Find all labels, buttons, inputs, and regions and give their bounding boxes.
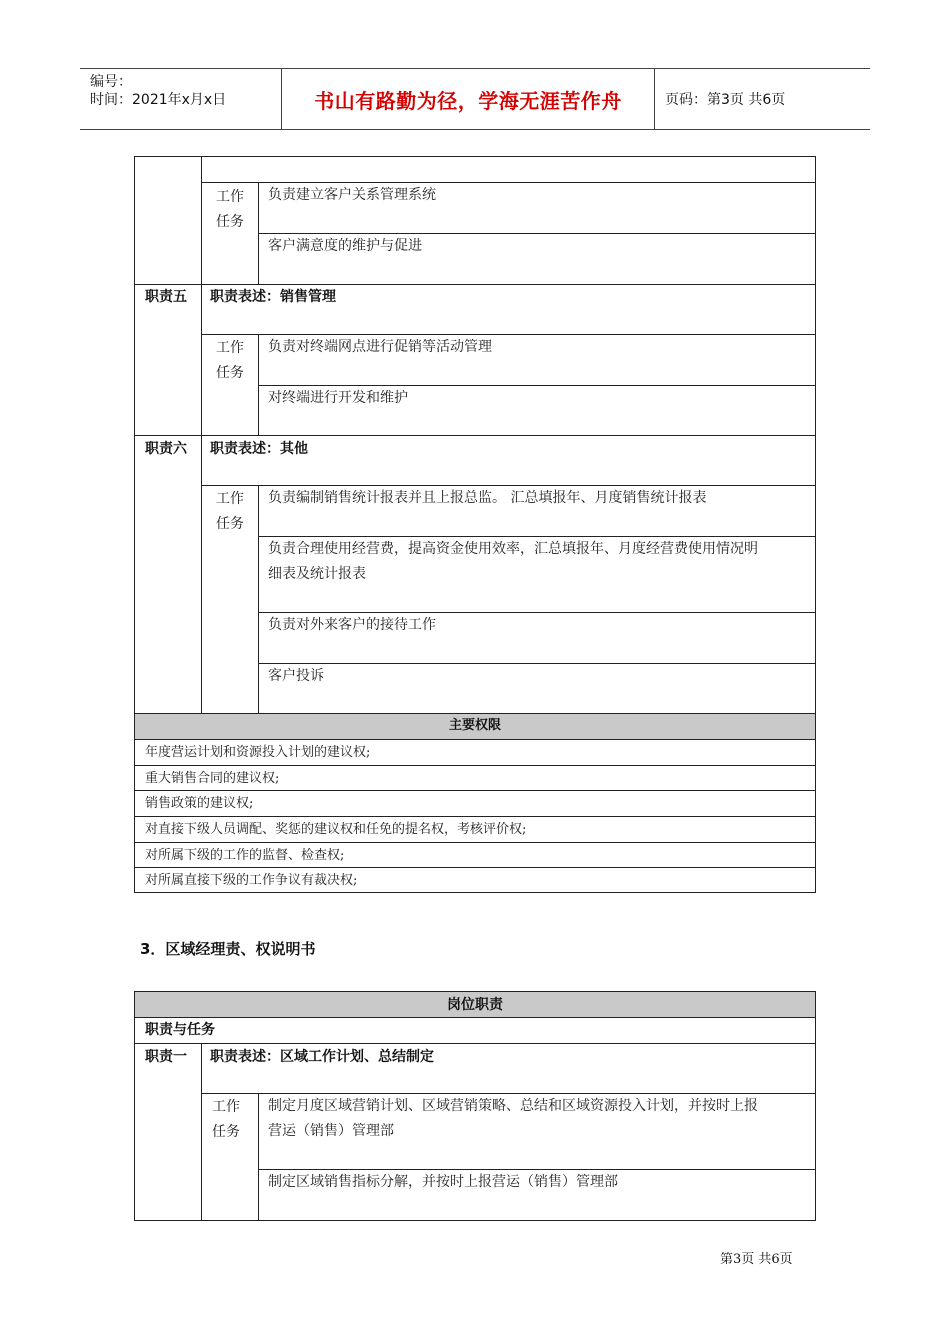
authority-item-5: 对所属下级的工作的监督、检查权; xyxy=(145,848,345,863)
work-task-label: 工作任务 xyxy=(216,189,244,230)
work-task-label: 工作任务 xyxy=(216,340,244,381)
authority-item-2: 重大销售合同的建议权; xyxy=(145,771,280,786)
document-time-label: 时间：2021年x月x日 xyxy=(90,92,227,108)
page-header xyxy=(80,68,870,130)
duty5-statement: 职责表述：销售管理 xyxy=(210,289,336,305)
duty1-statement: 职责表述：区域工作计划、总结制定 xyxy=(210,1049,434,1065)
page-info: 页码：第3页 共6页 xyxy=(665,92,786,108)
motto-text: 书山有路勤为径，学海无涯苦作舟 xyxy=(314,88,622,113)
duty1-task-2: 制定区域销售指标分解，并按时上报营运（销售）管理部 xyxy=(268,1174,618,1190)
duty1-task-1: 制定月度区域营销计划、区域营销策略、总结和区域资源投入计划，并按时上报 xyxy=(268,1098,758,1114)
authority-item-6: 对所属直接下级的工作争议有裁决权; xyxy=(145,873,358,888)
work-task-label: 工作任务 xyxy=(216,491,244,532)
duty4-task-1: 负责建立客户关系管理系统 xyxy=(268,187,436,203)
authority-item-3: 销售政策的建议权; xyxy=(145,796,254,811)
duty5-task-1: 负责对终端网点进行促销等活动管理 xyxy=(268,339,492,355)
duty6-label: 职责六 xyxy=(145,441,187,457)
work-task-label: 工作任务 xyxy=(212,1099,240,1140)
duty6-task-3: 负责对外来客户的接待工作 xyxy=(268,617,436,633)
duty5-label: 职责五 xyxy=(145,289,187,305)
authority-header: 主要权限 xyxy=(448,718,501,733)
duty6-task-2-cont: 细表及统计报表 xyxy=(268,566,366,582)
authority-item-4: 对直接下级人员调配、奖惩的建议权和任免的提名权，考核评价权; xyxy=(145,822,527,837)
duty1-task-1-cont: 营运（销售）管理部 xyxy=(268,1123,394,1139)
header-meta-cell xyxy=(80,69,282,129)
duty6-task-2: 负责合理使用经营费，提高资金使用效率，汇总填报年、月度经营费使用情况明 xyxy=(268,541,758,557)
header-motto-cell xyxy=(282,69,655,129)
header-page-cell xyxy=(655,69,870,129)
duty5-task-2: 对终端进行开发和维护 xyxy=(268,390,408,406)
section3-title: 3．区域经理责、权说明书 xyxy=(140,940,316,958)
authority-item-1: 年度营运计划和资源投入计划的建议权; xyxy=(145,745,371,760)
regional-manager-table xyxy=(134,991,816,1221)
duty1-label: 职责一 xyxy=(145,1049,187,1065)
duty4-task-2: 客户满意度的维护与促进 xyxy=(268,238,422,254)
document-number-label: 编号： xyxy=(90,74,132,90)
post-duty-header: 岗位职责 xyxy=(447,997,503,1013)
duty6-task-4: 客户投诉 xyxy=(268,668,324,684)
duty6-statement: 职责表述：其他 xyxy=(210,441,308,457)
page-footer: 第3页 共6页 xyxy=(720,1252,793,1267)
duty6-task-1: 负责编制销售统计报表并且上报总监。 汇总填报年、月度销售统计报表 xyxy=(268,490,707,506)
duty-and-task-subheader: 职责与任务 xyxy=(145,1022,215,1038)
duties-table xyxy=(134,156,816,893)
